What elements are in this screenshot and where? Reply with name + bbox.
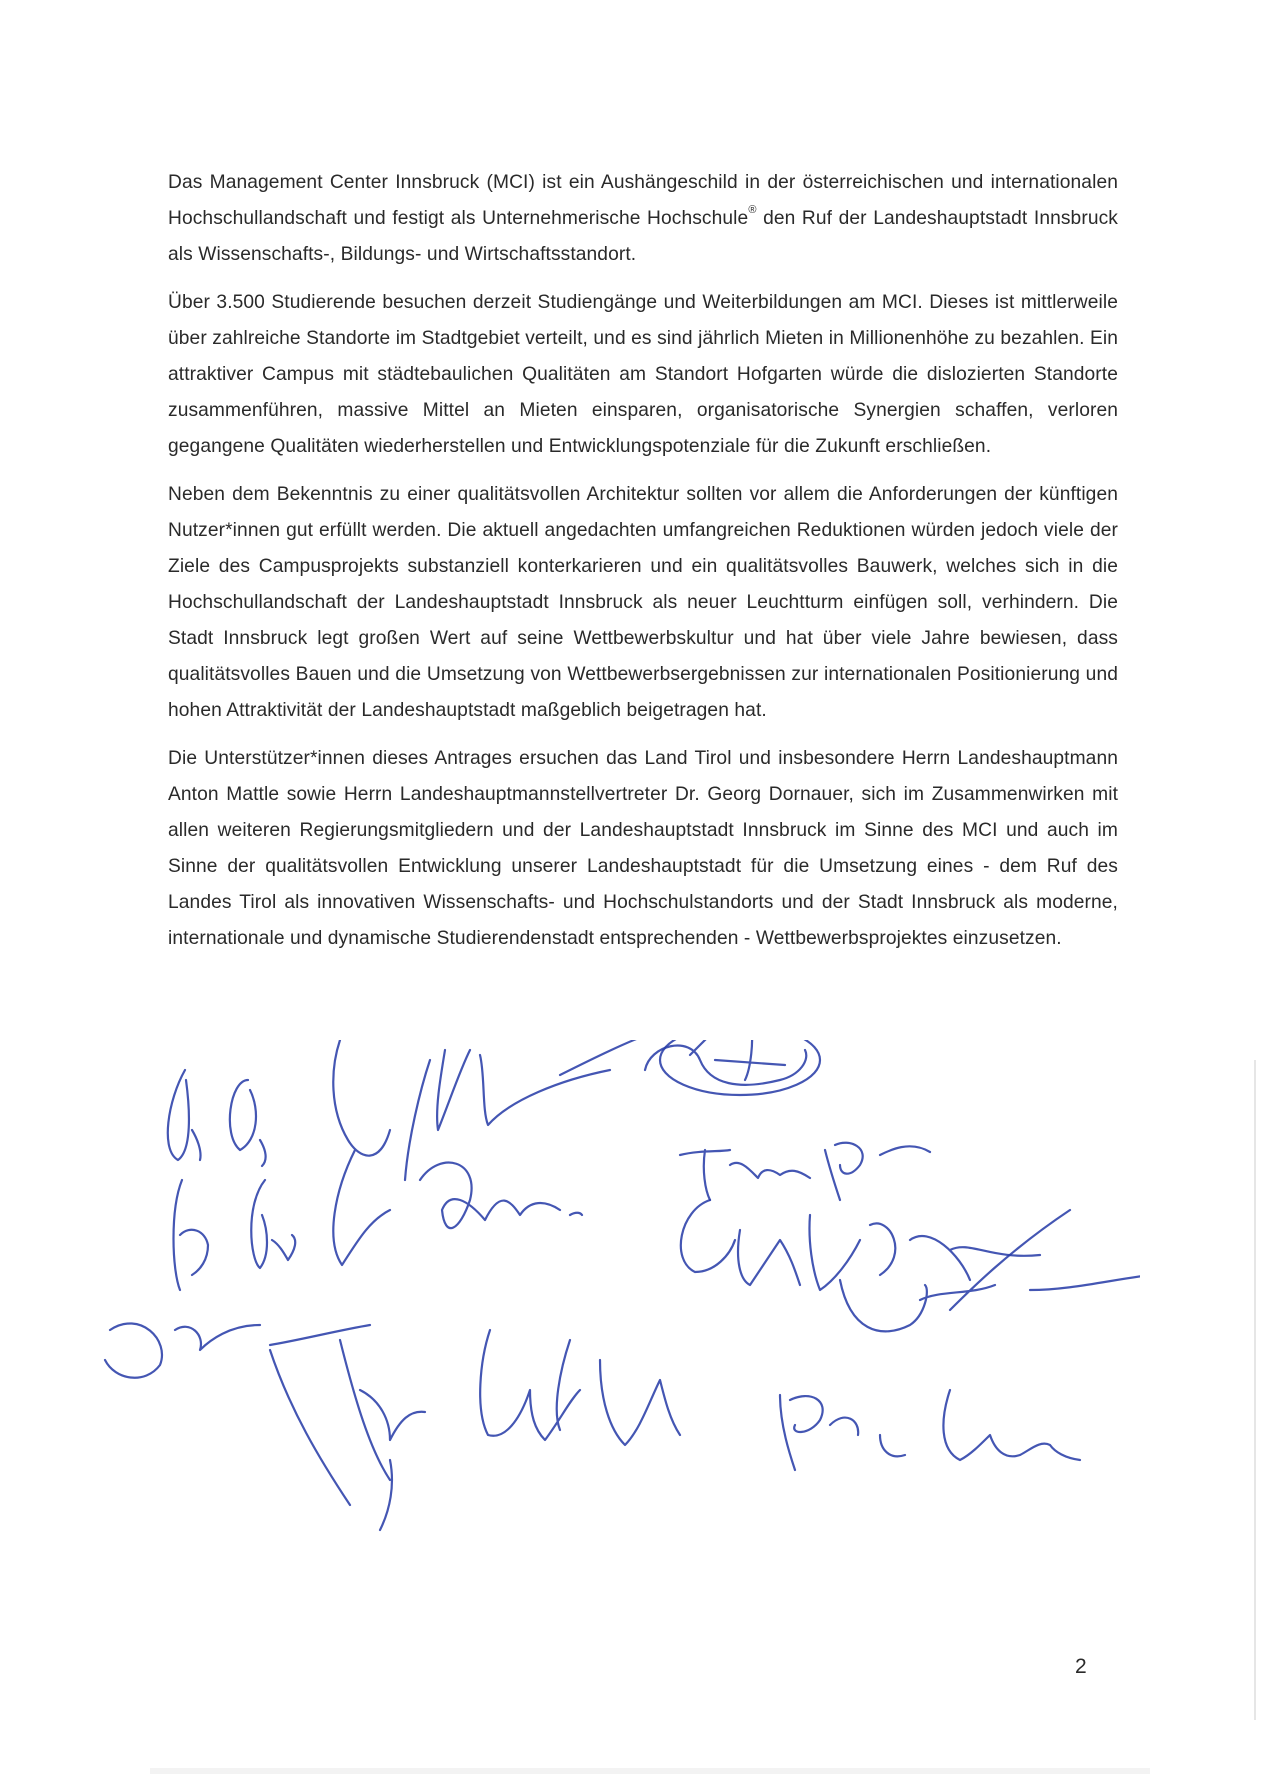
paragraph-intro-text-end: den Ruf der Landeshauptstadt Innsbruck als Wissenschafts-, Bildungs- und Wirtschaftsstandort. <box>168 208 1118 265</box>
paragraph-intro-text: Das Management Center Innsbruck (MCI) ist ein Aushängeschild in der österreichischen und internationalen Hochschullandschaft und festigt als Unternehmerische Hochschule <box>168 172 1118 229</box>
signature-13 <box>943 1390 1080 1460</box>
signature-16 <box>480 1330 680 1445</box>
signature-7 <box>420 1163 582 1229</box>
scan-bottom-shadow <box>150 1768 1150 1774</box>
paragraph-students: Über 3.500 Studierende besuchen derzeit Studiengänge und Weiterbildungen am MCI. Dieses ist mittlerweile über zahlreiche Standorte im Stadtgebiet verteilt, und es sind jährlich Mieten in Millionenhöhe zu bezahlen. Ein attraktiver Campus mit städtebaulichen Qualitäten am Standort Hofgarten würde die dislozierten Standorte zusammenführen, massive Mittel an Mieten einsparen, organisatorische Synergien schaffen, verloren gegangene Qualitäten wiederherstellen und Entwicklungspotenziale für die Zukunft erschließen. <box>168 292 1118 457</box>
paragraph-request: Die Unterstützer*innen dieses Antrages ersuchen das Land Tirol und insbesondere Herrn Landeshauptmann Anton Mattle sowie Herrn Landeshauptmannstellvertreter Dr. Georg Dornauer, sich im Zusammenwirken mit allen weiteren Regierungsmitgliedern und der Landeshauptstadt Innsbruck im Sinne des MCI und auch im Sinne der qualitätsvollen Entwicklung unserer Landeshauptstadt für die Umsetzung eines - dem Ruf des Landes Tirol als innovativen Wissenschafts- und Hochschulstandorts und der Stadt Innsbruck als moderne, internationale und dynamische Studierendenstadt entsprechenden - Wettbewerbsprojektes einzusetzen. <box>168 748 1118 949</box>
signature-3 <box>174 1180 209 1290</box>
paragraph-intro <box>168 165 1118 273</box>
scan-edge-line <box>1254 1060 1256 1720</box>
signature-4 <box>251 1180 295 1268</box>
signature-2 <box>230 1080 266 1166</box>
registered-mark: ® <box>748 204 757 216</box>
document-body <box>168 165 1118 969</box>
signatures-block <box>90 1040 1140 1690</box>
signature-14 <box>105 1323 370 1377</box>
signature-1 <box>168 1070 201 1160</box>
signature-5 <box>333 1040 390 1265</box>
signature-9 <box>680 1143 930 1200</box>
signature-15 <box>270 1340 425 1530</box>
signature-6 <box>405 1040 660 1180</box>
signature-8-ring <box>660 1040 820 1095</box>
page-number: 2 <box>1075 1655 1087 1678</box>
signature-12 <box>780 1395 905 1470</box>
paragraph-architecture: Neben dem Bekenntnis zu einer qualitätsvollen Architektur sollten vor allem die Anforderungen der künftigen Nutzer*innen gut erfüllt werden. Die aktuell angedachten umfangreichen Reduktionen würden jedoch viele der Ziele des Campusprojekts substanziell konterkarieren und ein qualitätsvolles Bauwerk, welches sich in die Hochschullandschaft der Landeshauptstadt Innsbruck als neuer Leuchtturm einfügen soll, verhindern. Die Stadt Innsbruck legt großen Wert auf seine Wettbewerbskultur und hat über viele Jahre bewiesen, dass qualitätsvolles Bauen und die Umsetzung von Wettbewerbsergebnissen zur internationalen Positionierung und hohen Attraktivität der Landeshauptstadt maßgeblich beigetragen hat. <box>168 484 1118 721</box>
signature-8 <box>645 1040 806 1085</box>
